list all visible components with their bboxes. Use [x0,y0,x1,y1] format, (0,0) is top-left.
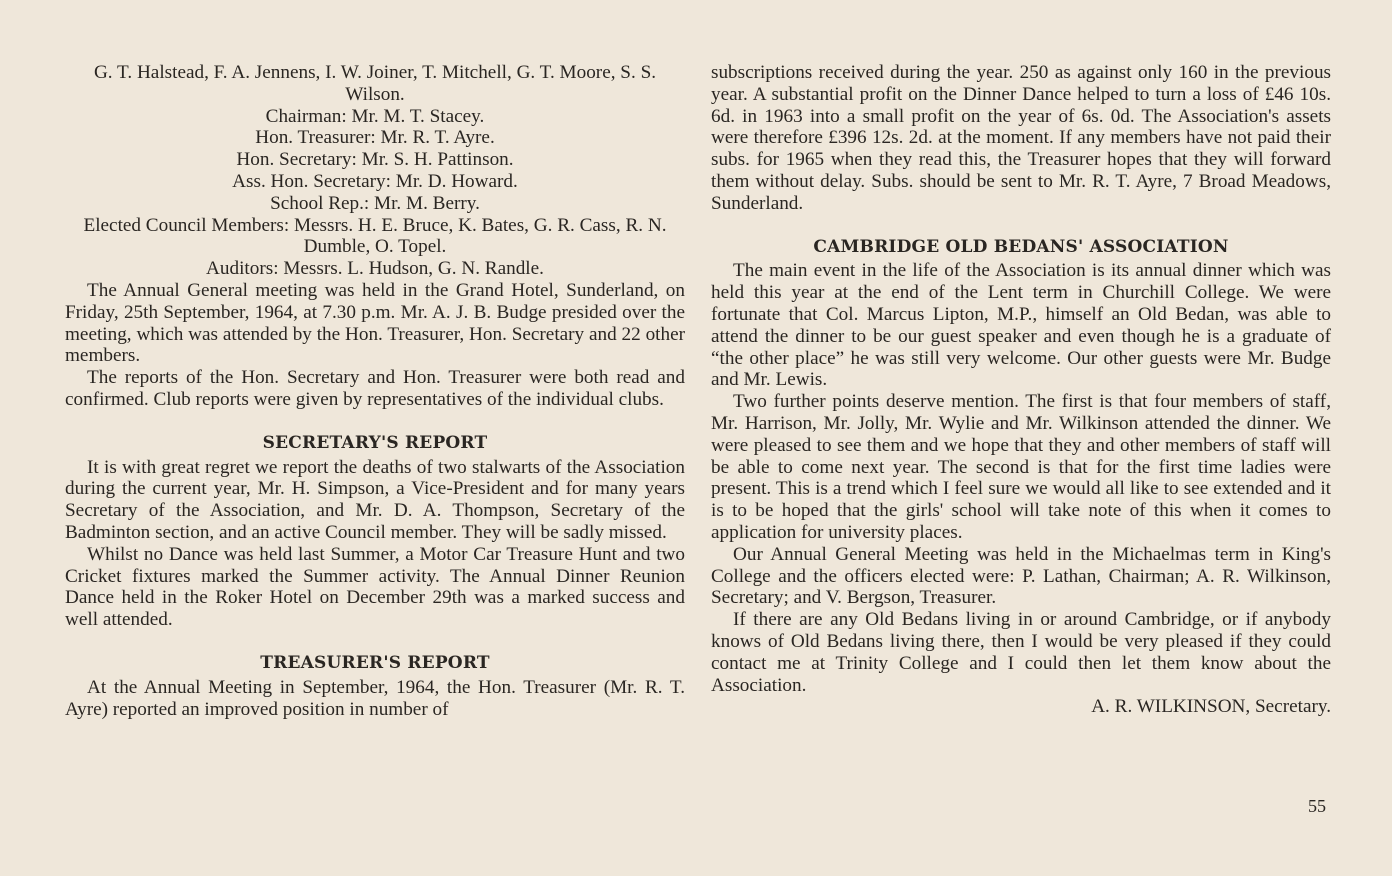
paragraph: The Annual General meeting was held in the Grand Hotel, Sunderland, on Friday, 25th September, 1964, at 7.30 p.m. Mr. A. J. B. Budge presided over the meeting, which was attended by the Hon. Treasurer, Hon. Secretary and 22 other members. [65,279,685,367]
officer-line: Hon. Treasurer: Mr. R. T. Ayre. [255,127,495,149]
paragraph: It is with great regret we report the deaths of two stalwarts of the Association during the current year, Mr. H. Simpson, a Vice-President and for many years Secretary of the Association, and Mr. D. A. Thompson, Secretary of the Badminton section, and an active Council member. They will be sadly missed. [65,456,685,543]
section-heading: SECRETARY'S REPORT [262,432,488,453]
left-column [65,62,685,720]
officer-line: Hon. Secretary: Mr. S. H. Pattinson. [236,149,514,171]
paragraph: The reports of the Hon. Secretary and Hon. Treasurer were both read and confirmed. Club reports were given by representatives of the individual clubs. [65,367,685,410]
page-number: 55 [1308,796,1326,816]
signature: A. R. WILKINSON, Secretary. [1091,696,1331,718]
section-heading: TREASURER'S REPORT [260,652,490,673]
paragraph: Two further points deserve mention. The first is that four members of staff, Mr. Harrison, Mr. Jolly, Mr. Wylie and Mr. Wilkinson attended the dinner. We were pleased to see them and we hope that they and other members of staff will be able to come next year. The second is that for the first time ladies were present. This is a trend which I feel sure we would all like to see extended and it is to be hoped that the girls' school will take note of this when it comes to application for university places. [711,391,1331,543]
right-column [711,62,1331,718]
officer-line: G. T. Halstead, F. A. Jennens, I. W. Joiner, T. Mitchell, G. T. Moore, S. S. Wilson. [93,62,657,105]
section-heading: CAMBRIDGE OLD BEDANS' ASSOCIATION [813,236,1229,257]
paragraph: Our Annual General Meeting was held in the Michaelmas term in King's College and the officers elected were: P. Lathan, Chairman; A. R. Wilkinson, Secretary; and V. Bergson, Treasurer. [711,543,1331,609]
paragraph: The main event in the life of the Association is its annual dinner which was held this year at the end of the Lent term in Churchill College. We were fortunate that Col. Marcus Lipton, M.P., himself an Old Bedan, was able to attend the dinner to be our guest speaker and even though he is a graduate of “the other place” he was still very welcome. Our other guests were Mr. Budge and Mr. Lewis. [711,260,1331,391]
officer-line: Chairman: Mr. M. T. Stacey. [265,105,485,127]
officer-line: Ass. Hon. Secretary: Mr. D. Howard. [232,170,518,192]
paragraph: Whilst no Dance was held last Summer, a Motor Car Treasure Hunt and two Cricket fixtures marked the Summer activity. The Annual Dinner Reunion Dance held in the Roker Hotel on December 29th was a marked success and well attended. [65,543,685,631]
officer-line: Auditors: Messrs. L. Hudson, G. N. Randle. [206,258,544,280]
officer-line: Elected Council Members: Messrs. H. E. Bruce, K. Bates, G. R. Cass, R. N. Dumble, O. Topel. [83,214,667,258]
paragraph: If there are any Old Bedans living in or around Cambridge, or if anybody knows of Old Bedans living there, then I would be very pleased if they could contact me at Trinity College and I could then let them know about the Association. [711,609,1331,696]
paragraph: subscriptions received during the year. 250 as against only 160 in the previous year. A substantial profit on the Dinner Dance helped to turn a loss of £46 10s. 6d. in 1963 into a small profit on the year of 6s. 0d. The Association's assets were therefore £396 12s. 2d. at the moment. If any members have not paid their subs. for 1965 when they read this, the Treasurer hopes that they will forward them without delay. Subs. should be sent to Mr. R. T. Ayre, 7 Broad Meadows, Sunderland. [711,62,1331,214]
officer-line: School Rep.: Mr. M. Berry. [270,192,480,214]
paragraph: At the Annual Meeting in September, 1964, the Hon. Treasurer (Mr. R. T. Ayre) reported an improved position in number of [65,676,685,720]
